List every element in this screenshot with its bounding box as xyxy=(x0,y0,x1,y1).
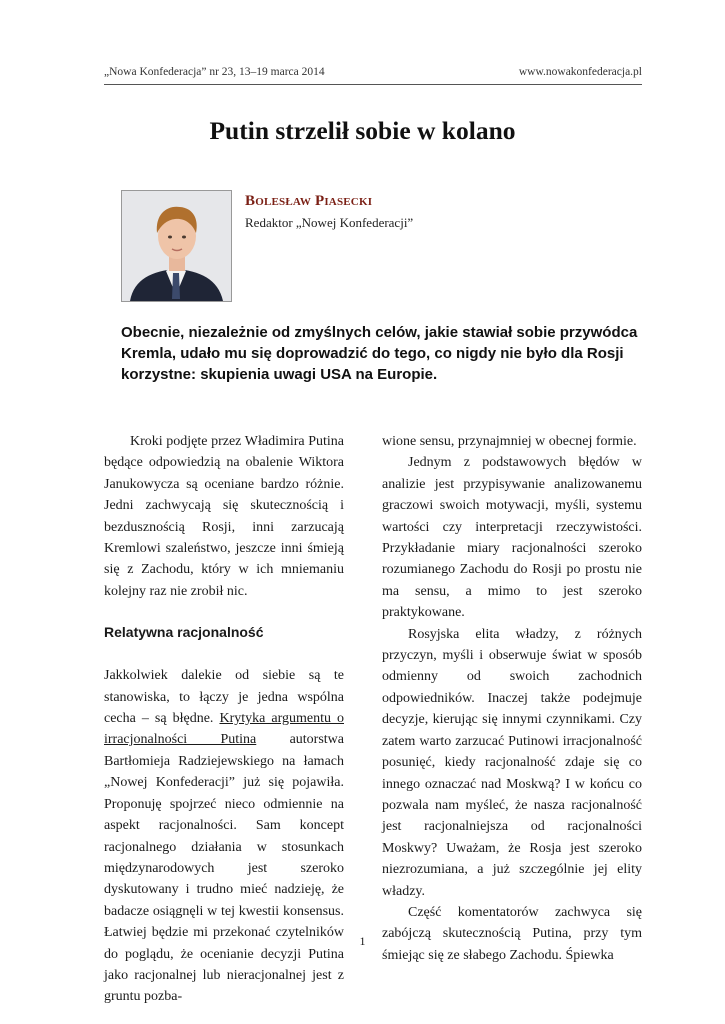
article-title: Putin strzelił sobie w kolano xyxy=(209,116,516,145)
paragraph: wione sensu, przynajmniej w obecnej formie. xyxy=(382,434,637,449)
publication-info: „Nowa Konfederacja” nr 23, 13–19 marca 2014 xyxy=(104,66,325,78)
paragraph xyxy=(104,665,344,1008)
paragraph: Jednym z podstawowych błędów w analizie jest przypisywanie analizowanemu graczowi swoich motywacji, myśli, systemu wartości czy interpretacji rzeczywistości. Przykładanie miary racjonalności szeroko rozumianego Zachodu do Rosji po prostu nie ma sensu, a mimo to jest szeroko praktykowane. xyxy=(382,455,642,621)
article-link[interactable]: Krytyka argumentu o irracjonalności Putina xyxy=(104,711,344,748)
paragraph: Rosyjska elita władzy, z różnych przyczyn, myśli i obserwuje świat w sposób odmienny od swoich zachodnich odpowiedników. Inaczej także podejmuje decyzje, kierując się innymi czynnikami. Czy zatem warto zarzucać Putinowi irracjonalność posunięć, kiedy racjonalność zdaje się co innego oznaczać nad Moskwą? I w końcu co pozwala nam myśleć, że nasza racjonalność jest racjonalniejsza od racjonalności Moskwy? Uważam, że Rosja jest szeroko niezrozumiana, a już szczególnie jej elity władzy. xyxy=(382,626,642,899)
paragraph: Część komentatorów zachwyca się zabójczą skutecznością Putina, przy tym śmiejąc się ze słabego Zachodu. Śpiewka xyxy=(382,904,642,963)
page-number: 1 xyxy=(359,934,366,948)
section-heading: Relatywna racjonalność xyxy=(104,624,264,641)
author-role: Redaktor „Nowej Konfederacji” xyxy=(245,215,414,230)
article-lead: Obecnie, niezależnie od zmyślnych celów, jakie stawiał sobie przywódca Kremla, udało mu się doprowadzić do tego, co nigdy nie było dla Rosji korzystne: skupienia uwagi USA na Europie. xyxy=(121,324,638,383)
header-rule xyxy=(104,84,642,85)
paragraph: Kroki podjęte przez Władimira Putina będące odpowiedzią na obalenie Wiktora Janukowycza są oceniane bardzo różnie. Jedni zachwycają się skutecznością i bezdusznością Rosji, inni zarzucają Kremlowi szaleństwo, jeszcze inni śmieją się z Zachodu, który w ich mniemaniu kolejny raz nie zrobił nic. xyxy=(104,434,344,599)
author-photo xyxy=(121,190,232,302)
body-column-left xyxy=(104,431,344,1008)
body-column-right xyxy=(382,431,642,966)
website-url[interactable]: www.nowakonfederacja.pl xyxy=(518,66,642,78)
paragraph-text: autorstwa Bartłomieja Radziejewskiego na łamach „Nowej Konfederacji” już się pojawiła. Proponuję spojrzeć nieco odmiennie na aspekt racjonalności. Sam koncept racjonalnego działania w stosunkach międzynarodowych jest szeroko dyskutowany i trudno mieć nadzieję, że badacze osiągnęli w tej kwestii konsensus. Łatwiej będzie mi przekonać czytelników do poglądu, że ocenianie decyzji Putina jako racjonalnej lub nieracjonalnej jest z gruntu pozba- xyxy=(104,732,344,1005)
author-name: Bolesław Piasecki xyxy=(245,193,373,209)
paragraph-text: Jakkolwiek dalekie od siebie są te stanowiska, to łączy je jedna wspólna cecha – są błędne. xyxy=(104,668,344,727)
